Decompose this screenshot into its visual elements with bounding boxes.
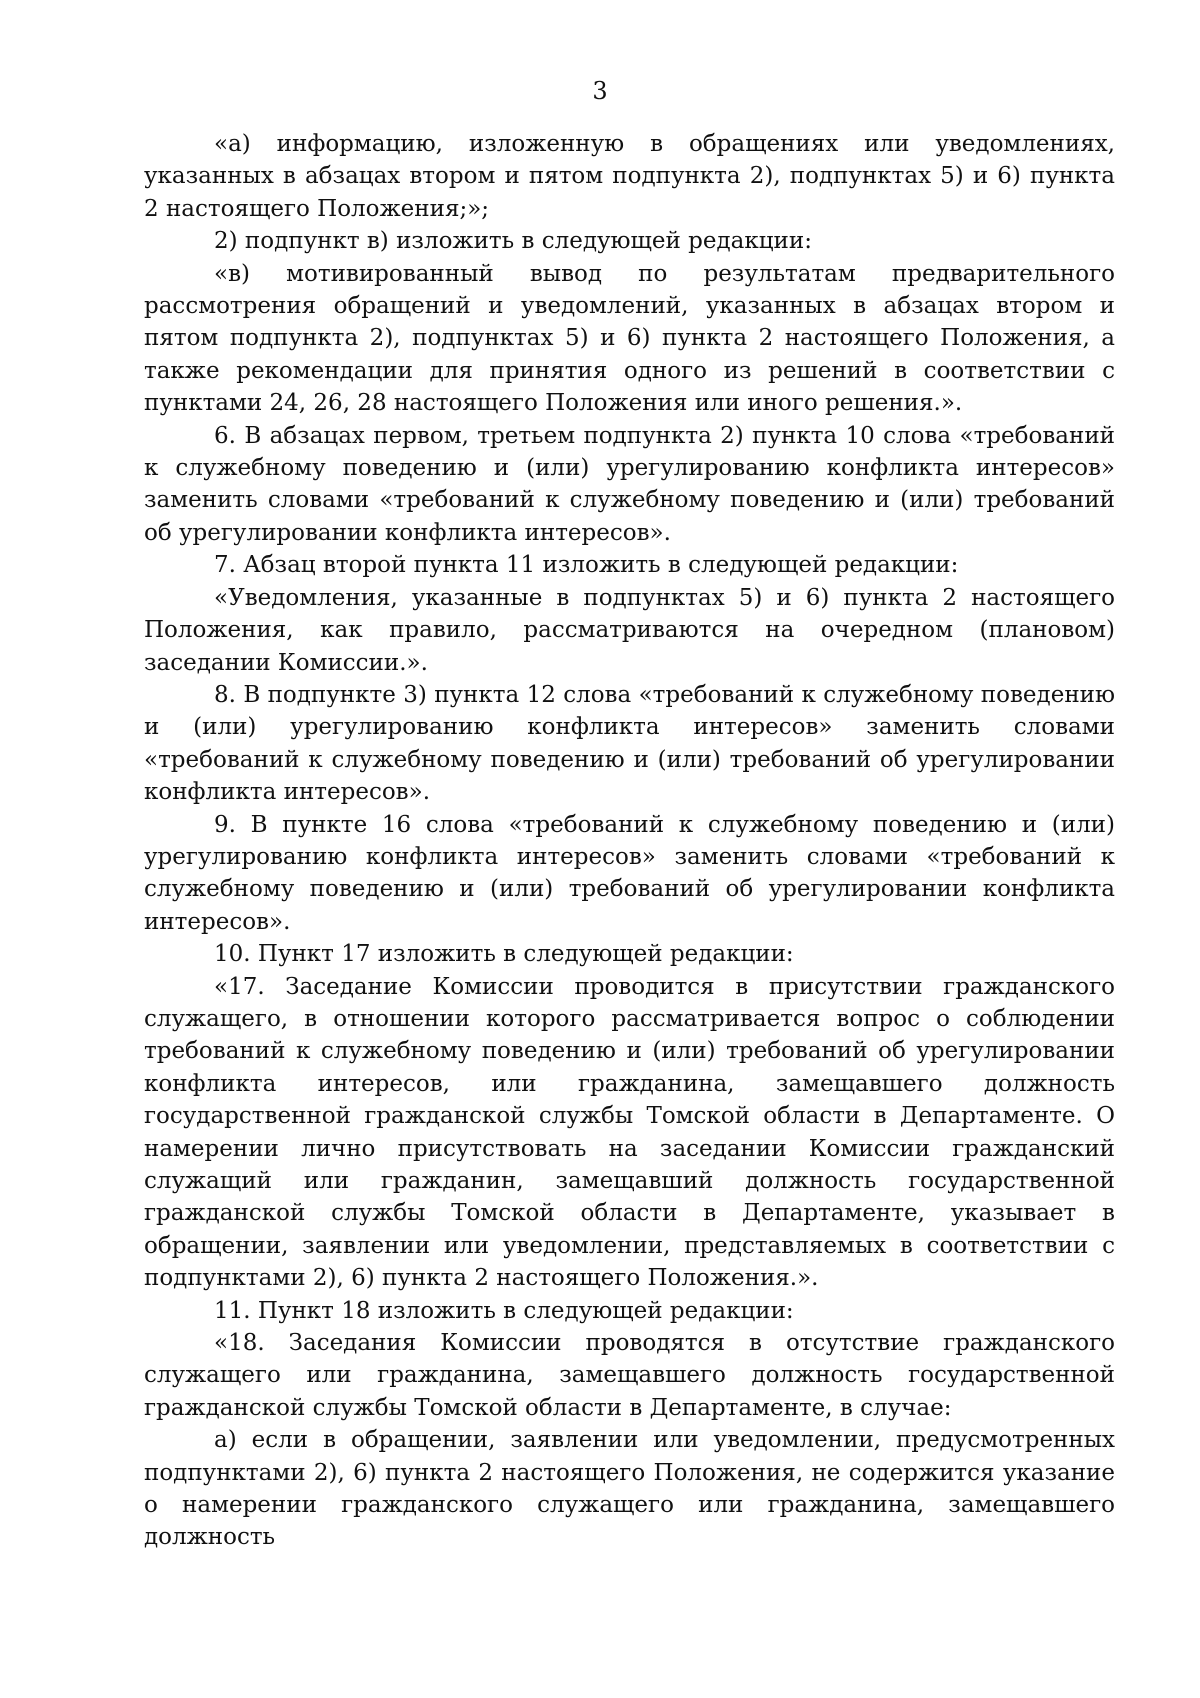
paragraph: «а) информацию, изложенную в обращениях или уведомлениях, указанных в абзацах втором и пятом подпункта 2), подпунктах 5) и 6) пункта 2 настоящего Положения;»; <box>144 131 1115 222</box>
paragraph: 9. В пункте 16 слова «требований к служебному поведению и (или) урегулированию конфликта интересов» заменить словами «требований к служебному поведению и (или) требований об урегулировании конфликта интересов». <box>144 811 1115 935</box>
paragraph: 6. В абзацах первом, третьем подпункта 2) пункта 10 слова «требований к служебному поведению и (или) урегулированию конфликта интересов» заменить словами «требований к служебному поведению и (или) требований об урегулировании конфликта интересов». <box>144 422 1115 546</box>
paragraph: а) если в обращении, заявлении или уведомлении, предусмотренных подпунктами 2), 6) пункта 2 настоящего Положения, не содержится указание о намерении гражданского служащего или гражданина, замещавшего должность <box>144 1427 1115 1551</box>
paragraph: 2) подпункт в) изложить в следующей редакции: <box>214 228 812 255</box>
paragraph: 7. Абзац второй пункта 11 изложить в следующей редакции: <box>214 552 959 579</box>
paragraph: «Уведомления, указанные в подпунктах 5) и 6) пункта 2 настоящего Положения, как правило, рассматриваются на очередном (плановом) заседании Комиссии.». <box>144 584 1115 676</box>
paragraph: 10. Пункт 17 изложить в следующей редакции: <box>214 941 794 968</box>
paragraph: «17. Заседание Комиссии проводится в присутствии гражданского служащего, в отношении которого рассматривается вопрос о соблюдении требований к служебному поведению и (или) требований об урегулировании конфликта интересов, или гражданина, замещавшего должность государственной гражданской службы Томской области в Департаменте. О намерении лично присутствовать на заседании Комиссии гражданский служащий или гражданин, замещавший должность государственной гражданской службы Томской области в Департаменте, указывает в обращении, заявлении или уведомлении, представляемых в соответствии с подпунктами 2), 6) пункта 2 настоящего Положения.». <box>144 973 1115 1292</box>
paragraph: «в) мотивированный вывод по результатам предварительного рассмотрения обращений и уведомлений, указанных в абзацах втором и пятом подпункта 2), подпунктах 5) и 6) пункта 2 настоящего Положения, а также рекомендации для принятия одного из решений в соответствии с пунктами 24, 26, 28 настоящего Положения или иного решения.». <box>144 260 1115 417</box>
document-body <box>144 128 1115 1554</box>
page-number: 3 <box>592 77 608 105</box>
paragraph: 8. В подпункте 3) пункта 12 слова «требований к служебному поведению и (или) урегулированию конфликта интересов» заменить словами «требований к служебному поведению и (или) требований об урегулировании конфликта интересов». <box>144 681 1115 806</box>
paragraph: 11. Пункт 18 изложить в следующей редакции: <box>214 1297 794 1324</box>
paragraph: «18. Заседания Комиссии проводятся в отсутствие гражданского служащего или гражданина, замещавшего должность государственной гражданской службы Томской области в Департаменте, в случае: <box>144 1330 1115 1421</box>
